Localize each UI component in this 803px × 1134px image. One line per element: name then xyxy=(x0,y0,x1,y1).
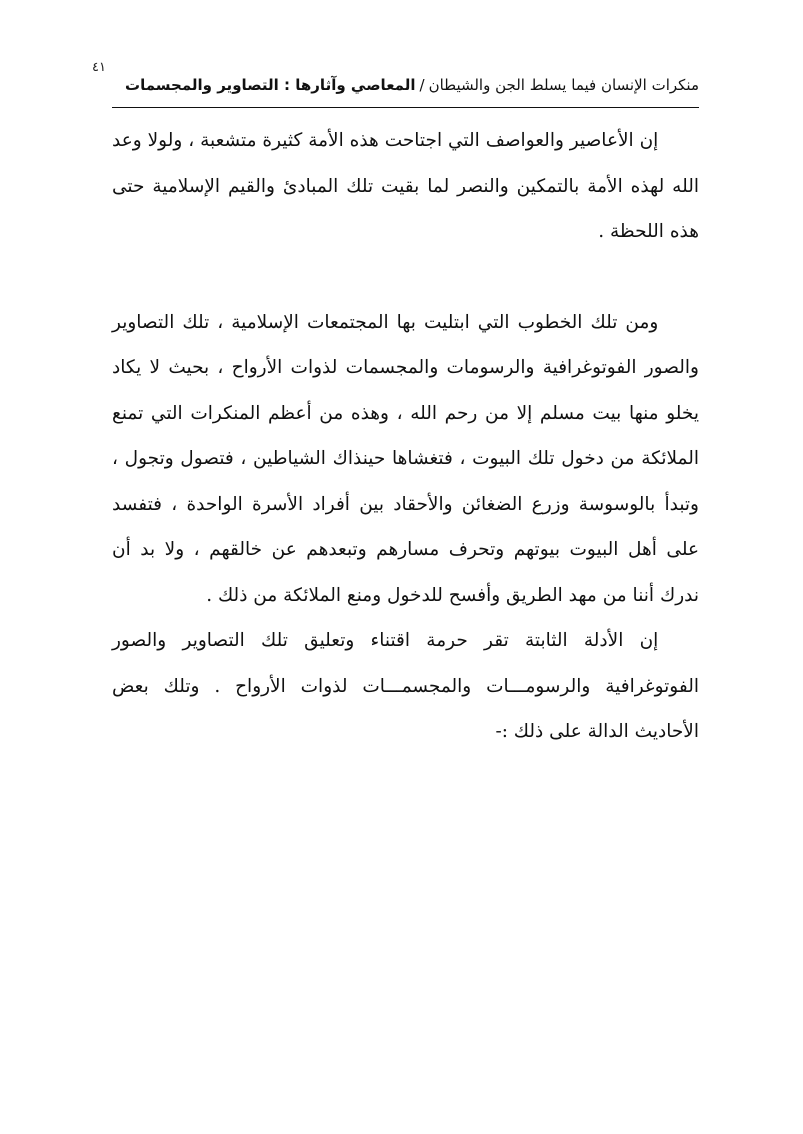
chapter-title: المعاصي وآثارها : التصاوير والمجسمات xyxy=(125,76,416,94)
paragraph-2: ومن تلك الخطوب التي ابتليت بها المجتمعات الإسلامية ، تلك التصاوير والصور الفوتوغرافية والرسومات والمجسمات لذوات الأرواح ، بحيث لا يكاد يخلو منها بيت مسلم إلا من رحم الله ، وهذه من أعظم المنكرات التي تمنع الملائكة من دخول تلك البيوت ، فتغشاها حينذاك الشياطين ، فتصول وتجول ، وتبدأ بالوسوسة وزرع الضغائن والأحقاد بين أفراد الأسرة الواحدة ، فتفسد على أهل البيوت بيوتهم وتحرف مسارهم وتبعدهم عن خالقهم ، ولا بد أن ندرك أننا من مهد الطريق وأفسح للدخول ومنع الملائكة من ذلك . xyxy=(112,311,699,606)
header-separator: / xyxy=(419,76,425,94)
page-number: ٤١ xyxy=(92,60,106,75)
header-rule xyxy=(112,107,699,108)
paragraph-1: إن الأعاصير والعواصف التي اجتاحت هذه الأمة كثيرة متشعبة ، ولولا وعد الله لهذه الأمة بالتمكين والنصر لما بقيت تلك المبادئ والقيم الإسلامية حتى هذه اللحظة . xyxy=(112,130,699,242)
body-text xyxy=(112,118,699,755)
paragraph-3: إن الأدلة الثابتة تقر حرمة اقتناء وتعليق تلك التصاوير والصور الفوتوغرافية والرسومـــات والمجسمـــات لذوات الأرواح . وتلك بعض الأحاديث الدالة على ذلك :- xyxy=(112,630,699,742)
book-title: منكرات الإنسان فيما يسلط الجن والشيطان xyxy=(428,76,699,94)
running-header xyxy=(125,74,699,96)
